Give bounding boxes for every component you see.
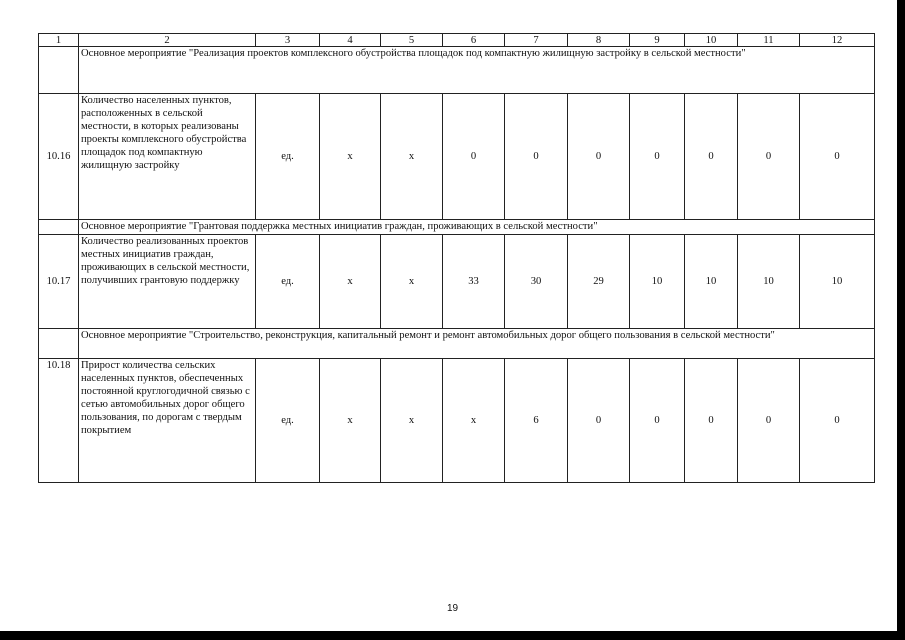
column-number: 4 xyxy=(320,34,381,47)
value-cell: 0 xyxy=(630,94,685,220)
value-cell: 0 xyxy=(738,94,800,220)
value-cell: x xyxy=(320,359,381,483)
indicators-table xyxy=(38,33,875,483)
value-cell: 33 xyxy=(443,235,505,329)
value-cell: 0 xyxy=(800,94,875,220)
section-index-cell xyxy=(39,220,79,235)
value-cell: 0 xyxy=(443,94,505,220)
section-index-cell xyxy=(39,329,79,359)
scan-edge-bottom xyxy=(0,631,905,640)
column-number-row xyxy=(39,34,875,47)
indicator-name: Прирост количества сельских населенных пунктов, обеспеченных постоянной круглогодичной связью с сетью автомобильных дорог общего пользования, по дорогам с твердым покрытием xyxy=(79,359,256,483)
value-cell: 0 xyxy=(738,359,800,483)
page-number: 19 xyxy=(446,603,459,614)
value-cell: 0 xyxy=(568,94,630,220)
value-cell: 10 xyxy=(685,235,738,329)
indicator-row xyxy=(39,359,875,483)
indicator-name: Количество населенных пунктов, расположенных в сельской местности, в которых реализованы проекты комплексного обустройства площадок под компактную жилищную застройку xyxy=(79,94,256,220)
column-number: 6 xyxy=(443,34,505,47)
indicator-name: Количество реализованных проектов местных инициатив граждан, проживающих в сельской местности, получивших грантовую поддержку xyxy=(79,235,256,329)
section-index-cell xyxy=(39,47,79,94)
value-cell: x xyxy=(320,235,381,329)
section-row xyxy=(39,329,875,359)
column-number: 11 xyxy=(738,34,800,47)
value-cell: 30 xyxy=(505,235,568,329)
unit-cell: ед. xyxy=(256,359,320,483)
row-index: 10.18 xyxy=(39,359,79,483)
indicator-row xyxy=(39,94,875,220)
value-cell: 0 xyxy=(630,359,685,483)
column-number: 5 xyxy=(381,34,443,47)
indicator-row xyxy=(39,235,875,329)
unit-cell: ед. xyxy=(256,235,320,329)
value-cell: x xyxy=(381,235,443,329)
section-row xyxy=(39,47,875,94)
row-index: 10.17 xyxy=(39,235,79,329)
section-row xyxy=(39,220,875,235)
column-number: 12 xyxy=(800,34,875,47)
value-cell: x xyxy=(320,94,381,220)
value-cell: x xyxy=(381,359,443,483)
column-number: 10 xyxy=(685,34,738,47)
value-cell: 10 xyxy=(738,235,800,329)
section-title: Основное мероприятие "Грантовая поддержка местных инициатив граждан, проживающих в сельской местности" xyxy=(79,220,875,235)
value-cell: 10 xyxy=(800,235,875,329)
column-number: 2 xyxy=(79,34,256,47)
value-cell: 29 xyxy=(568,235,630,329)
value-cell: 0 xyxy=(505,94,568,220)
value-cell: 0 xyxy=(685,359,738,483)
unit-cell: ед. xyxy=(256,94,320,220)
section-title: Основное мероприятие "Строительство, реконструкция, капитальный ремонт и ремонт автомобильных дорог общего пользования в сельской местности" xyxy=(79,329,875,359)
value-cell: x xyxy=(381,94,443,220)
column-number: 1 xyxy=(39,34,79,47)
section-title: Основное мероприятие "Реализация проектов комплексного обустройства площадок под компактную жилищную застройку в сельской местности" xyxy=(79,47,875,94)
row-index: 10.16 xyxy=(39,94,79,220)
value-cell: 0 xyxy=(568,359,630,483)
value-cell: 0 xyxy=(800,359,875,483)
value-cell: x xyxy=(443,359,505,483)
column-number: 7 xyxy=(505,34,568,47)
column-number: 3 xyxy=(256,34,320,47)
value-cell: 10 xyxy=(630,235,685,329)
value-cell: 6 xyxy=(505,359,568,483)
column-number: 9 xyxy=(630,34,685,47)
column-number: 8 xyxy=(568,34,630,47)
scan-edge-right xyxy=(897,0,905,640)
value-cell: 0 xyxy=(685,94,738,220)
